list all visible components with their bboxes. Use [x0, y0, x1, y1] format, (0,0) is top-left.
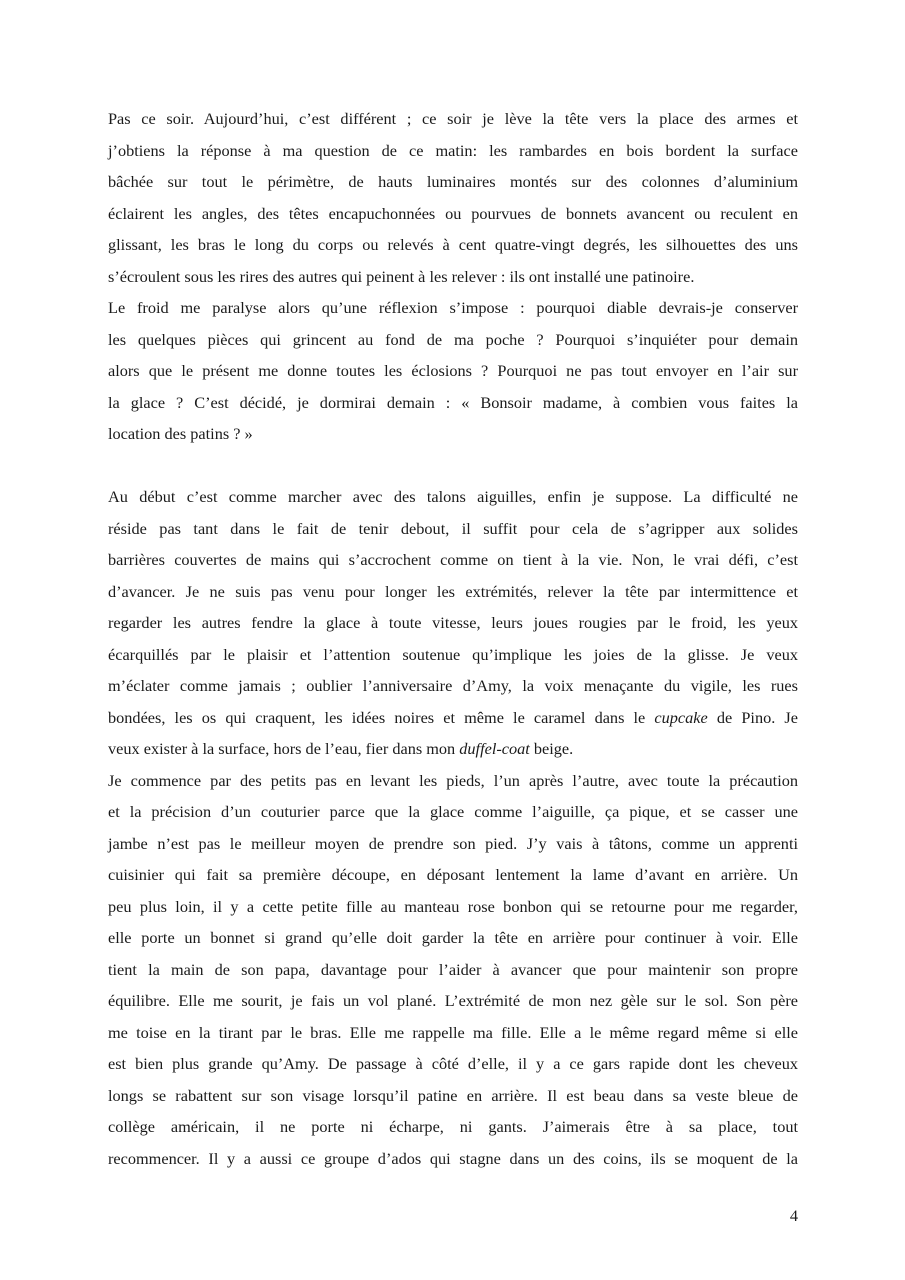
text-line: recommencer. Il y a aussi ce groupe d’ados qui stagne dans un des coins, ils se moquent de la	[108, 1148, 798, 1168]
italic-word: duffel-coat	[459, 739, 530, 758]
text-line: j’obtiens la réponse à ma question de ce matin: les rambardes en bois bordent la surface	[108, 140, 798, 160]
page-number: 4	[789, 1206, 798, 1225]
text-line: Je commence par des petits pas en levant les pieds, l’un après l’autre, avec toute la précaution	[108, 770, 798, 790]
paragraph-spacer	[108, 450, 798, 482]
text-line: Au début c’est comme marcher avec des talons aiguilles, enfin je suppose. La difficulté ne	[108, 487, 798, 506]
text-line: s’écroulent sous les rires des autres qui peinent à les relever : ils ont installé une patinoire.	[108, 266, 695, 286]
text-line: Le froid me paralyse alors qu’une réflexion s’impose : pourquoi diable devrais-je conserver	[108, 298, 798, 317]
text-line: et la précision d’un couturier parce que la glace comme l’aiguille, ça pique, et se casser une	[108, 802, 798, 821]
text-segment: beige.	[529, 739, 574, 758]
text-line: Pas ce soir. Aujourd’hui, c’est différent ; ce soir je lève la tête vers la place des armes et	[108, 109, 798, 128]
text-line: est bien plus grande qu’Amy. De passage à côté d’elle, il y a ce gars rapide dont les cheveux	[108, 1054, 798, 1073]
text-line: location des patins ? »	[108, 424, 253, 443]
text-line: barrières couvertes de mains qui s’accrochent comme on tient à la vie. Non, le vrai défi, c’est	[108, 550, 798, 569]
text-line: peu plus loin, il y a cette petite fille au manteau rose bonbon qui se retourne pour me regarder,	[108, 896, 798, 916]
text-line: bâchée sur tout le périmètre, de hauts luminaires montés sur des colonnes d’aluminium	[108, 172, 798, 191]
text-line: réside pas tant dans le fait de tenir debout, il suffit pour cela de s’agripper aux solides	[108, 518, 798, 538]
text-line: elle porte un bonnet si grand qu’elle doit garder la tête en arrière pour continuer à voir. Elle	[108, 928, 798, 947]
text-line: écarquillés par le plaisir et l’attention soutenue qu’implique les joies de la glisse. Je veux	[108, 644, 798, 664]
text-line: équilibre. Elle me sourit, je fais un vol plané. L’extrémité de mon nez gèle sur le sol. Son père	[108, 991, 798, 1010]
text-line: d’avancer. Je ne suis pas venu pour longer les extrémités, relever la tête par intermittence et	[108, 581, 798, 601]
italic-word: cupcake	[654, 707, 708, 727]
text-segment: bondées, les os qui craquent, les idées noires et même le caramel dans le	[108, 707, 655, 727]
text-line: cuisinier qui fait sa première découpe, en déposant lentement la lame d’avant en arrière. Un	[108, 865, 798, 884]
text-line: tient la main de son papa, davantage pour l’aider à avancer que pour maintenir son propre	[108, 959, 798, 979]
text-line	[108, 702, 798, 734]
text-line: m’éclater comme jamais ; oublier l’anniversaire d’Amy, la voix menaçante du vigile, les rues	[108, 676, 798, 695]
text-line: me toise en la tirant par le bras. Elle me rappelle ma fille. Elle a le même regard même si elle	[108, 1022, 798, 1042]
text-line: glissant, les bras le long du corps ou relevés à cent quatre-vingt degrés, les silhouettes des uns	[108, 235, 798, 254]
text-line: alors que le présent me donne toutes les éclosions ? Pourquoi ne pas tout envoyer en l’air sur	[108, 361, 798, 380]
text-line	[108, 733, 798, 765]
text-line: longs se rabattent sur son visage lorsqu’il patine en arrière. Il est beau dans sa veste bleue de	[108, 1085, 798, 1105]
text-line: collège américain, il ne porte ni écharpe, ni gants. J’aimerais être à sa place, tout	[108, 1117, 798, 1136]
text-line: la glace ? C’est décidé, je dormirai demain : « Bonsoir madame, à combien vous faites la	[108, 392, 798, 412]
text-segment: de Pino. Je	[707, 707, 798, 727]
text-segment: veux exister à la surface, hors de l’eau, fier dans mon	[108, 739, 460, 758]
text-line: les quelques pièces qui grincent au fond de ma poche ? Pourquoi s’inquiéter pour demain	[108, 329, 798, 349]
text-line: éclairent les angles, des têtes encapuchonnées ou pourvues de bonnets avancent ou reculent en	[108, 203, 798, 223]
text-line: jambe n’est pas le meilleur moyen de prendre son pied. J’y vais à tâtons, comme un apprenti	[108, 833, 798, 853]
body-text	[108, 103, 798, 1174]
text-line: regarder les autres fendre la glace à toute vitesse, leurs joues rougies par le froid, les yeux	[108, 613, 798, 632]
